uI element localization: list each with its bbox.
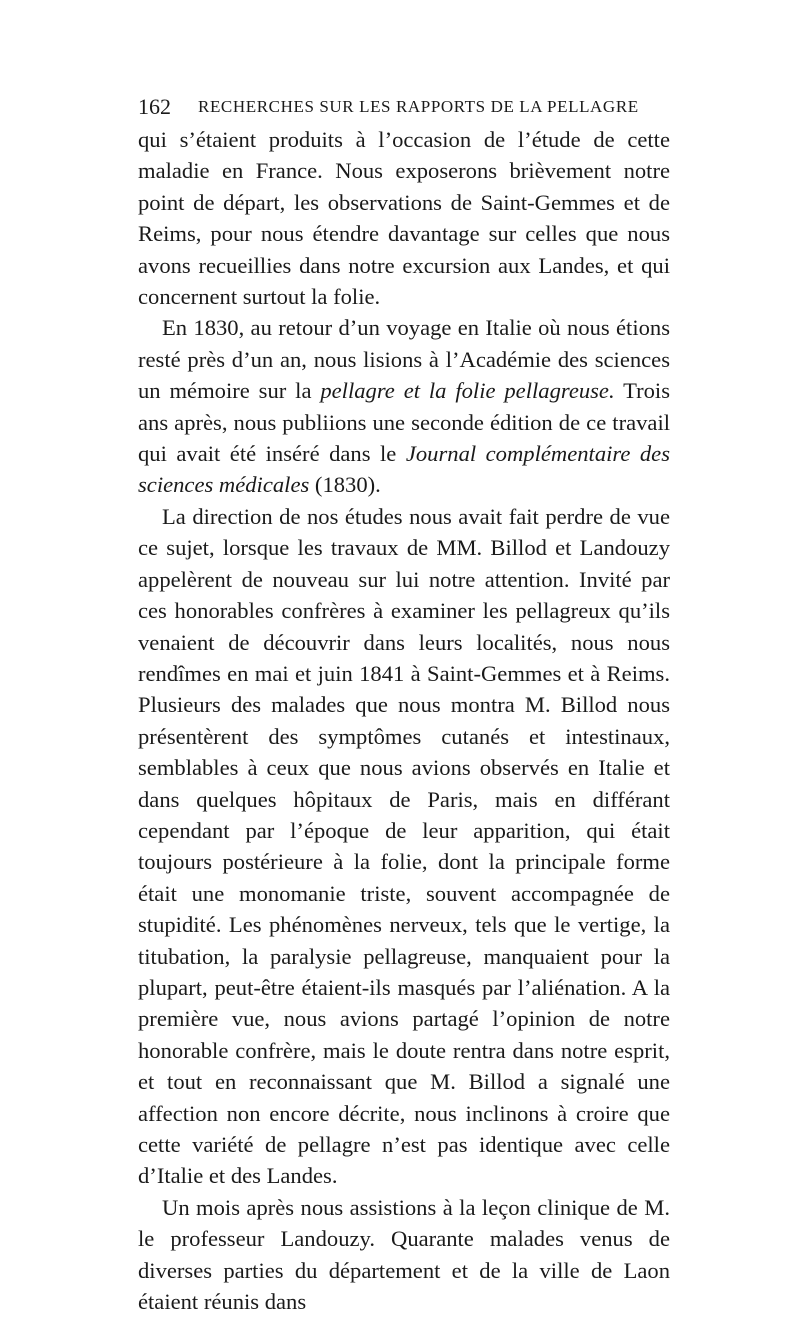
paragraph-2-text-b: Trois ans après, nous publiions une seconde édition de ce travail qui avait été inséré dans le [138, 378, 670, 467]
paragraph-1: qui s’étaient produits à l’occasion de l’étude de cette maladie en France. Nous exposerons brièvement notre point de départ, les observations de Saint-Gemmes et de Reims, pour nous étendre davantage sur celles que nous avons recueillies dans notre excursion aux Landes, et qui concernent surtout la folie. [138, 127, 670, 310]
paragraph-2 [138, 312, 670, 500]
paragraph-4: Un mois après nous assistions à la leçon clinique de M. le professeur Landouzy. Quarante malades venus de diverses parties du département et de la ville de Laon étaient réunis dans [138, 1194, 670, 1315]
paragraph-2-italic-a: pellagre et la folie pellagreuse. [320, 378, 615, 404]
paragraph-2-text-c: (1830). [309, 472, 381, 498]
running-head [138, 92, 678, 122]
body-text [138, 124, 670, 1317]
page-number: 162 [138, 94, 171, 119]
running-title: RECHERCHES SUR LES RAPPORTS DE LA PELLAGRE [198, 97, 639, 116]
paragraph-2-text-a: En 1830, au retour d’un voyage en Italie où nous étions resté près d’un an, nous lisions à l’Académie des sciences un mémoire sur la [138, 315, 670, 404]
paragraph-3: La direction de nos études nous avait fait perdre de vue ce sujet, lorsque les travaux de MM. Billod et Landouzy appelèrent de nouveau sur lui notre attention. Invité par ces honorables confrères à examiner les pellagreux qu’ils venaient de découvrir dans leurs localités, nous nous rendîmes en mai et juin 1841 à Saint-Gemmes et à Reims. Plusieurs des malades que nous montra M. Billod nous présentèrent des symptômes cutanés et intestinaux, semblables à ceux que nous avions observés en Italie et dans quelques hôpitaux de Paris, mais en différant cependant par l’époque de leur apparition, qui était toujours postérieure à la folie, dont la principale forme était une monomanie triste, souvent accompagnée de stupidité. Les phénomènes nerveux, tels que le vertige, la titubation, la paralysie pellagreuse, manquaient pour la plupart, peut-être étaient-ils masqués par l’aliénation. A la première vue, nous avions partagé l’opinion de notre honorable confrère, mais le doute rentra dans notre esprit, et tout en reconnaissant que M. Billod a signalé une affection non encore décrite, nous inclinons à croire que cette variété de pellagre n’est pas identique avec celle d’Italie et des Landes. [138, 503, 670, 1189]
paragraph-2-italic-b: Journal complémentaire des sciences médicales [138, 441, 671, 498]
